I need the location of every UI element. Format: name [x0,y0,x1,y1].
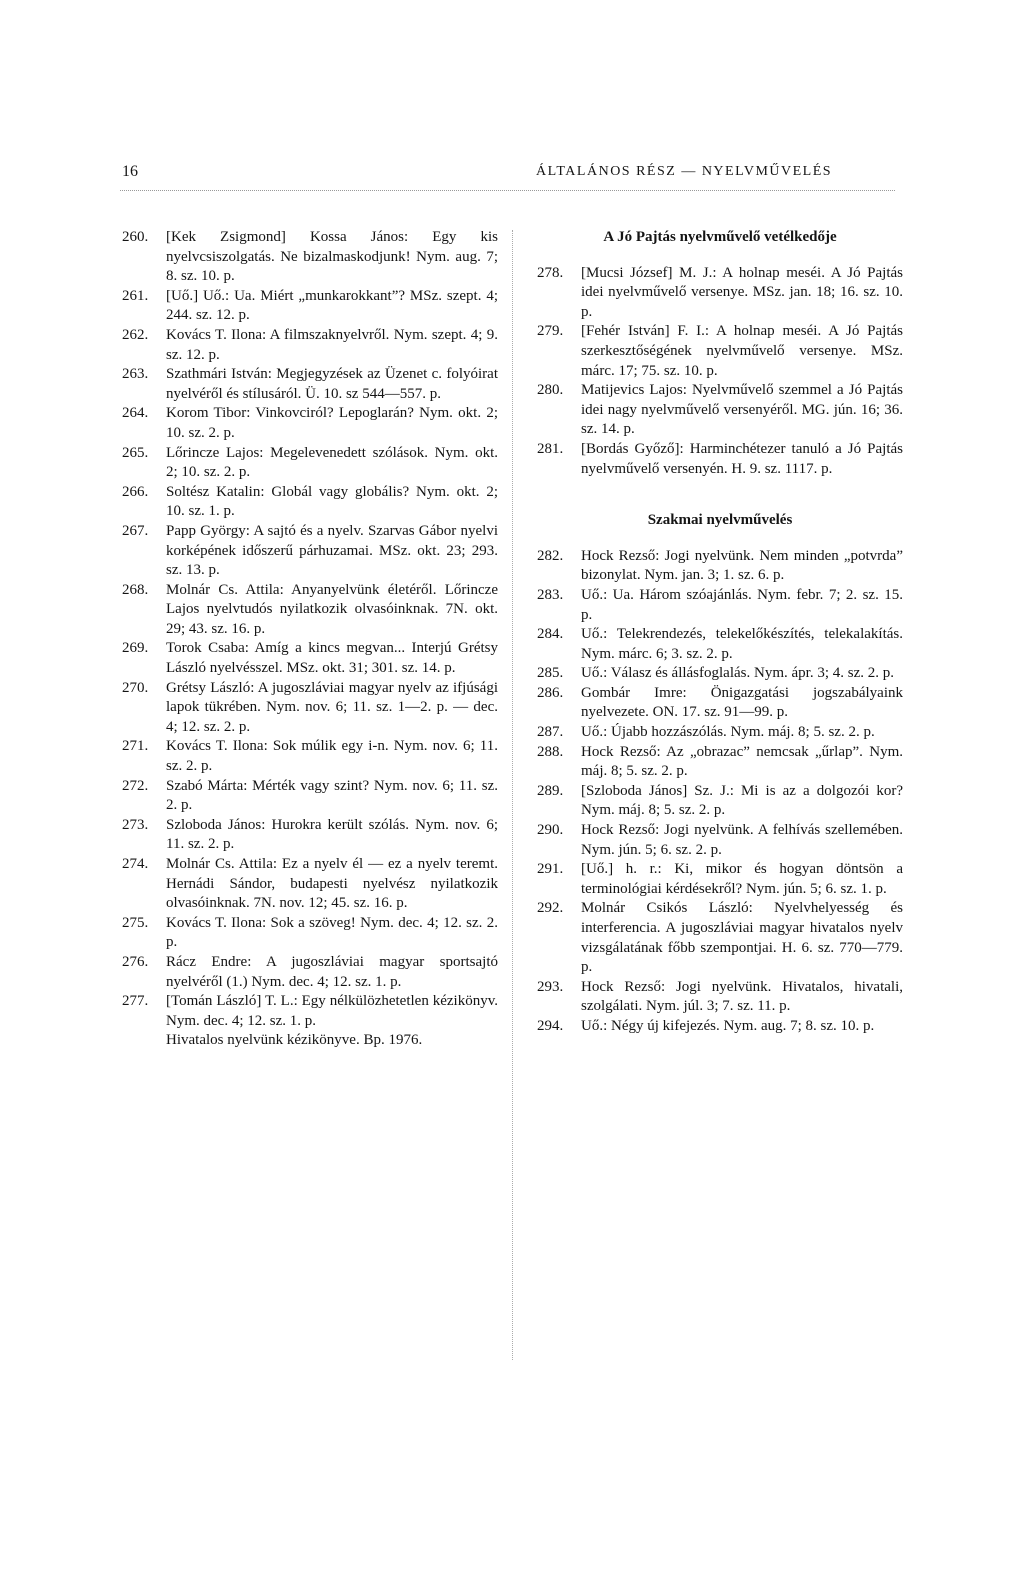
entry-text: [Tomán László] T. L.: Egy nélkülözhetetlen kézikönyv. Nym. dec. 4; 12. sz. 1. p. [166,993,498,1029]
bib-entry-263 [122,365,498,404]
entry-number: 272. [122,777,149,794]
right-column [537,228,903,1037]
bib-entry-260 [122,228,498,287]
bib-entry-294 [537,1017,903,1037]
column-divider [512,230,513,1360]
left-column [122,228,498,1051]
entry-number: 285. [537,665,564,682]
bib-entry-289 [537,782,903,821]
entry-text: [Szloboda János] Sz. J.: Mi is az a dolgozói kor? Nym. máj. 8; 5. sz. 2. p. [581,782,903,819]
bib-entry-274 [122,855,498,914]
entry-text: Molnár Cs. Attila: Ez a nyelv él — ez a nyelv teremt. Hernádi Sándor, budapesti nyelvész nyilatkozik olvasóinknak. 7N. nov. 12; 45. sz. 16. p. [166,856,498,912]
entry-number: 289. [537,782,564,799]
entry-number: 265. [122,444,149,461]
entry-text: [Mucsi József] M. J.: A holnap meséi. A Jó Pajtás idei nyelvművelő versenye. MSz. jan. 18; 16. sz. 10. p. [581,264,903,320]
entry-text: Molnár Cs. Attila: Anyanyelvünk életéről. Lőrincze Lajos nyelvtudós nyilatkozik olvasóinknak. 7N. okt. 29; 43. sz. 16. p. [166,581,498,637]
entry-number: 277. [122,993,149,1010]
header-rule [120,190,895,191]
bib-entry-277 [122,992,498,1031]
bib-entry-292 [537,899,903,977]
entry-text: Matijevics Lajos: Nyelvművelő szemmel a Jó Pajtás idei nagy nyelvművelő versenyéről. MG. jún. 16; 36. sz. 14. p. [581,382,903,438]
entry-number: 284. [537,626,564,643]
bib-entry-279 [537,322,903,381]
entry-text: Lőrincze Lajos: Megelevenedett szólások. Nym. okt. 2; 10. sz. 2. p. [166,444,498,481]
bib-entry-287 [537,723,903,743]
entry-text: Soltész Katalin: Globál vagy globális? Nym. okt. 2; 10. sz. 1. p. [166,483,498,520]
bib-entry-264 [122,404,498,443]
entry-text: Torok Csaba: Amíg a kincs megvan... Interjú Grétsy László nyelvésszel. MSz. okt. 31; 301. sz. 14. p. [166,640,498,677]
entry-text: Gombár Imre: Önigazgatási jogszabályaink nyelvezete. ON. 17. sz. 91—99. p. [581,684,903,721]
entry-text: Kovács T. Ilona: A filmszaknyelvről. Nym. szept. 4; 9. sz. 12. p. [166,326,498,363]
entry-number: 266. [122,483,149,500]
bib-entry-280 [537,381,903,440]
bib-entry-288 [537,743,903,782]
bib-entry-286 [537,684,903,723]
entry-text: Uő.: Telekrendezés, telekelőkészítés, telekalakítás. Nym. márc. 6; 3. sz. 2. p. [581,626,903,662]
entry-text: [Kek Zsigmond] Kossa János: Egy kis nyelvcsiszolgatás. Ne bizalmaskodjunk! Nym. aug. 7; 8. sz. 10. p. [166,229,498,285]
entry-number: 290. [537,822,564,839]
entry-number: 262. [122,326,149,343]
entry-number: 291. [537,861,564,878]
bib-entry-282 [537,547,903,586]
entry-text: Uő.: Négy új kifejezés. Nym. aug. 7; 8. sz. 10. p. [581,1017,875,1034]
section-heading-jo-pajtas: A Jó Pajtás nyelvművelő vetélkedője [603,229,837,245]
entry-number: 271. [122,738,149,755]
bib-entry-290 [537,821,903,860]
entry-number: 261. [122,287,149,304]
entry-number: 281. [537,440,564,457]
entry-text: [Fehér István] F. I.: A holnap meséi. A Jó Pajtás szerkesztőségének nyelvművelő versenye. MSz. márc. 17; 75. sz. 10. p. [581,323,903,379]
entry-text: Szabó Márta: Mérték vagy szint? Nym. nov. 6; 11. sz. 2. p. [166,777,498,814]
bib-entry-262 [122,326,498,365]
entry-text: Kovács T. Ilona: Sok múlik egy i-n. Nym. nov. 6; 11. sz. 2. p. [166,738,498,775]
entry-number: 267. [122,522,149,539]
bib-entry-293 [537,978,903,1017]
entry-number: 270. [122,679,149,696]
entry-text: Uő.: Újabb hozzászólás. Nym. máj. 8; 5. sz. 2. p. [581,724,875,741]
entry-number: 286. [537,684,564,701]
bib-entry-284 [537,625,903,664]
bib-entry-291 [537,860,903,899]
entry-text: Molnár Csikós László: Nyelvhelyesség és interferencia. A jugoszláviai magyar hivatalos nyelv vizsgálatának főbb szempontjai. H. 6. sz. 770—779. p. [581,900,903,976]
entry-text: Hock Rezső: Jogi nyelvünk. A felhívás szellemében. Nym. jún. 5; 6. sz. 2. p. [581,822,903,858]
entry-text: Hock Rezső: Jogi nyelvünk. Hivatalos, hivatali, szolgálati. Nym. júl. 3; 7. sz. 11. p. [581,978,903,1015]
entry-text: Rácz Endre: A jugoszláviai magyar sportsajtó nyelvéről (1.) Nym. dec. 4; 12. sz. 1. p. [166,953,498,990]
page-number: 16 [122,163,138,180]
bib-entry-272 [122,777,498,816]
entry-continuation: Hivatalos nyelvünk kézikönyve. Bp. 1976. [166,1032,423,1049]
entry-text: Szloboda János: Hurokra került szólás. Nym. nov. 6; 11. sz. 2. p. [166,816,498,853]
bib-entry-275 [122,914,498,953]
entry-number: 282. [537,547,564,564]
entry-text: Papp György: A sajtó és a nyelv. Szarvas Gábor nyelvi korképének időszerű párhuzamai. MSz. okt. 23; 293. sz. 13. p. [166,522,498,579]
bib-entry-270 [122,679,498,738]
entry-number: 269. [122,640,149,657]
bib-entry-266 [122,483,498,522]
bib-entry-278 [537,264,903,323]
bib-entry-285 [537,664,903,684]
entry-number: 294. [537,1017,564,1034]
entry-text: Uő.: Ua. Három szóajánlás. Nym. febr. 7; 2. sz. 15. p. [581,586,903,623]
bib-entry-269 [122,639,498,678]
entry-number: 278. [537,264,564,281]
bib-entry-268 [122,581,498,640]
entry-number: 280. [537,382,564,399]
entry-text: Korom Tibor: Vinkovciról? Lepoglarán? Nym. okt. 2; 10. sz. 2. p. [166,405,498,441]
entry-number: 288. [537,743,564,760]
entry-number: 274. [122,856,149,872]
bib-entry-276 [122,953,498,992]
section-heading-szakmai: Szakmai nyelvművelés [647,512,793,529]
bib-entry-271 [122,737,498,776]
entry-number: 292. [537,900,564,917]
bib-entry-283 [537,586,903,625]
entry-number: 263. [122,366,149,383]
entry-number: 275. [122,914,149,931]
entry-text: [Uő.] h. r.: Ki, mikor és hogyan döntsön a terminológiai kérdésekről? Nym. jún. 5; 6. sz. 1. p. [581,861,903,897]
entry-text: Grétsy László: A jugoszláviai magyar nyelv az ifjúsági lapok tükrében. Nym. nov. 6; 11. sz. 1—2. p. — dec. 4; 12. sz. 2. p. [166,679,498,735]
bib-entry-265 [122,444,498,483]
section-gap [537,479,903,511]
bib-entry-273 [122,816,498,855]
bib-entry-267 [122,522,498,581]
entry-number: 283. [537,586,564,603]
entry-number: 260. [122,229,149,245]
bib-entry-261 [122,287,498,326]
entry-number: 276. [122,953,149,970]
entry-number: 279. [537,323,564,340]
entry-text: [Uő.] Uő.: Ua. Miért „munkarokkant”? MSz. szept. 4; 244. sz. 12. p. [166,287,498,324]
entry-number: 287. [537,724,564,741]
entry-text: [Bordás Győző]: Harminchétezer tanuló a Jó Pajtás nyelvművelő versenyén. H. 9. sz. 1117. p. [581,440,903,477]
entry-text: Hock Rezső: Jogi nyelvünk. Nem minden „potvrda” bizonylat. Nym. jan. 3; 1. sz. 6. p. [581,547,903,584]
entry-number: 268. [122,581,149,598]
entry-number: 264. [122,405,149,422]
entry-number: 273. [122,816,149,833]
entry-text: Uő.: Válasz és állásfoglalás. Nym. ápr. 3; 4. sz. 2. p. [581,665,894,682]
bib-entry-281 [537,440,903,479]
entry-text: Hock Rezső: Az „obrazac” nemcsak „űrlap”. Nym. máj. 8; 5. sz. 2. p. [581,743,903,780]
entry-number: 293. [537,978,564,995]
running-head: ÁLTALÁNOS RÉSZ — NYELVMŰVELÉS [536,164,833,179]
entry-text: Szathmári István: Megjegyzések az Üzenet c. folyóirat nyelvéről és stílusáról. Ü. 10. sz 544—557. p. [166,366,498,402]
entry-text: Kovács T. Ilona: Sok a szöveg! Nym. dec. 4; 12. sz. 2. p. [166,914,498,951]
